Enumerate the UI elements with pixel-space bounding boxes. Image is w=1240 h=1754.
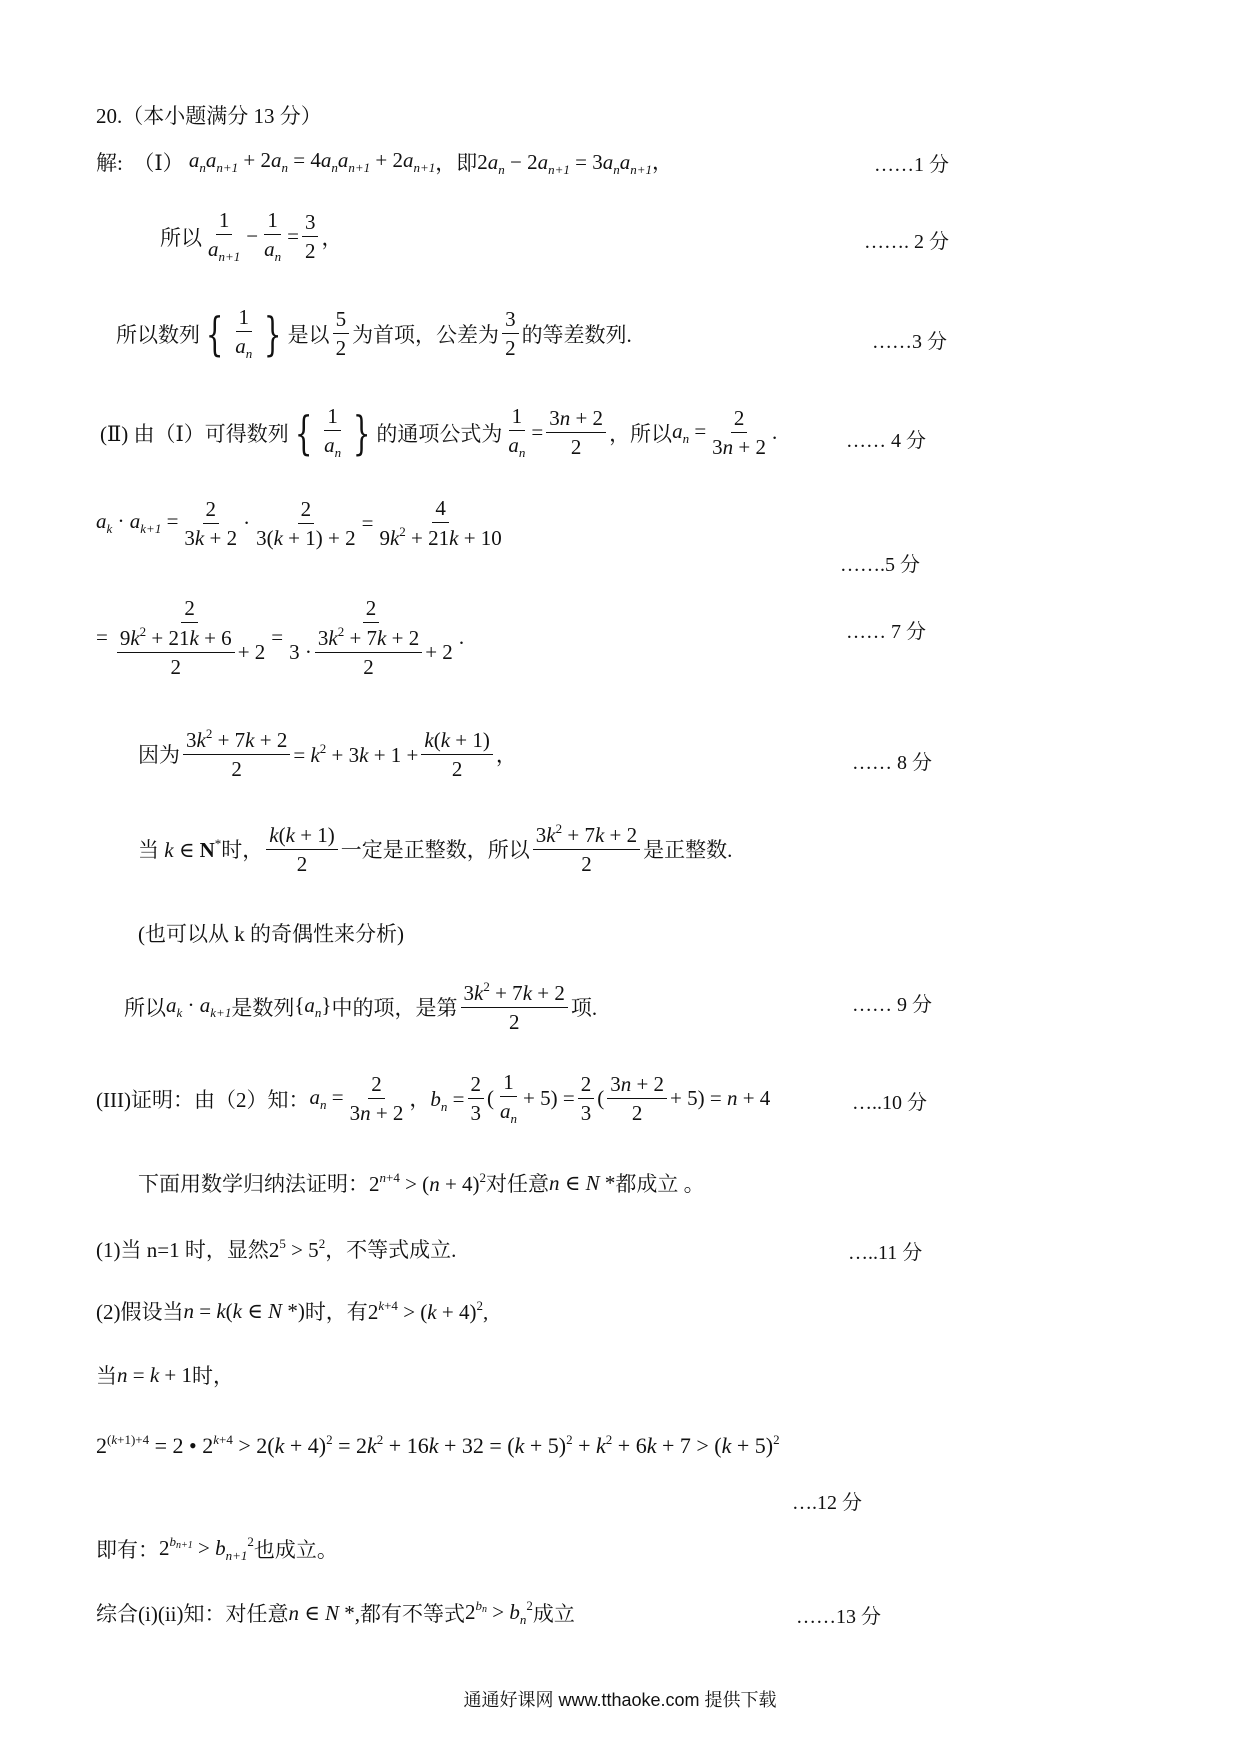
score-13: ……13 分 (796, 1606, 881, 1628)
parity-note: (也可以从 k 的奇偶性来分析) (138, 922, 404, 946)
eq-recurrence: $a_na_{n+1} + 2a_n = 4a_na_{n+1} + 2a_{n+1}$ (188, 148, 436, 175)
dang-k-text: 当 (138, 838, 159, 863)
frac-4-quad: $\frac{4}{9k^2 + 21k + 10}$ (379, 496, 502, 551)
score-10: …..10 分 (852, 1092, 927, 1114)
jiji-text: ，即 (435, 151, 478, 175)
shi-shulie-text: 是数列 (231, 996, 295, 1021)
part3-line1: (III)证明：由（2）知： $a_n$ = $\frac{2}{3n + 2}$ ，$b_n$ = $\frac{2}{3}$ ( $\frac{1}{a_n}$ + 5) = $\frac{2}{3}$ ( $\frac{3n + 2}{2}$ + 5) = n + 4 (96, 1070, 771, 1127)
chengli-text: 成立 (532, 1602, 575, 1626)
tongxiang-text: 的通项公式为 (376, 421, 503, 446)
part2-line5: 当 k ∈ N* 时， $\frac{k(k + 1)}{2}$ 一定是正整数，所以 $\frac{3k^2 + 7k + 2}{2}$ 是正整数. (138, 821, 733, 877)
part3-dang: 当 n = k + 1 时， (96, 1360, 234, 1390)
frac-2-3n2: $\frac{2}{3n + 2}$ (712, 405, 766, 460)
score-5: …….5 分 (840, 554, 920, 576)
dang-text: 当 (96, 1364, 117, 1388)
frac-2-3: $\frac{2}{3}$ (468, 1072, 485, 1125)
suoyi-xiang-text: 所以 (124, 996, 166, 1021)
part1-mark: （Ⅰ） (133, 151, 184, 175)
dengcha-text: 的等差数列. (521, 322, 632, 347)
part2-intro: (Ⅱ) 由（Ⅰ）可得数列 (100, 421, 289, 446)
score-3: ……3 分 (872, 331, 947, 353)
part2-line4: 因为 $\frac{3k^2 + 7k + 2}{2}$ = $k^2 + 3k + 1$ + $\frac{k(k + 1)}{2}$ ， (138, 726, 517, 782)
frac-nested-2: 2 3 · $\frac{3k^2 + 7k + 2}{2}$ + 2 (289, 596, 453, 680)
zhengzhengshu-text: 是正整数. (643, 838, 733, 863)
part1-line1 (96, 146, 673, 178)
score-11: …..11 分 (848, 1242, 923, 1264)
part1-line3 (116, 305, 632, 362)
dou-chengli-text: 都成立 。 (615, 1172, 705, 1196)
frac-3-2: $\frac{3}{2}$ (302, 210, 319, 263)
part3-jiyou: 即有： $2^{b_{n+1}} > b_{n+1}^2$ 也成立。 (96, 1534, 338, 1563)
frac-1-an-b: $\frac{1}{a_n}$ (500, 1070, 517, 1127)
frac-2-3-b: $\frac{2}{3}$ (578, 1072, 595, 1125)
part2-line2: $a_k \cdot a_{k+1}$ = $\frac{2}{3k + 2}$ · $\frac{2}{3(k + 1) + 2}$ = $\frac{4}{9k^2 + 21k + 10}$ (96, 496, 508, 550)
sequence-recip-an: { $\frac{1}{a_n}$ } (205, 305, 282, 362)
yinwei-text: 因为 (138, 743, 180, 768)
frac-3k2-7k-2: $\frac{3k^2 + 7k + 2}{2}$ (183, 727, 290, 781)
frac-1-an: $\frac{1}{a_n}$ (508, 404, 526, 461)
shi-text: 时， (221, 838, 264, 863)
frac-kk1-2: $\frac{k(k + 1)}{2}$ (421, 728, 493, 781)
sequence-recip-an-2: { $\frac{1}{a_n}$ } (294, 404, 371, 461)
shi-text-2: 时， (192, 1364, 235, 1388)
frac-3-2-b: $\frac{3}{2}$ (502, 307, 519, 360)
jiyou-text: 即有： (96, 1538, 159, 1562)
xiang-text: 项. (570, 996, 598, 1021)
part3-intro: (III)证明：由（2）知： (96, 1087, 310, 1112)
step2-mid-text: 时，有 (304, 1300, 368, 1324)
frac-3k2-7k-2-b: $\frac{3k^2 + 7k + 2}{2}$ (533, 822, 640, 876)
step1-text: (1)当 n=1 时，显然 (96, 1238, 269, 1262)
part2-line1: (Ⅱ) 由（Ⅰ）可得数列 { $\frac{1}{a_n}$ } 的通项公式为 $\frac{1}{a_n}$ = $\frac{3n + 2}{2}$ ，所以 $a_n$ = $\frac{2}{3n + 2}$ . (100, 404, 778, 461)
jie-label: 解: (96, 151, 123, 175)
frac-3k2-7k-2-c: $\frac{3k^2 + 7k + 2}{2}$ (461, 980, 568, 1034)
score-4: …… 4 分 (846, 430, 926, 452)
shiyi-text: 是以 (287, 322, 330, 347)
suoyi-shulie-text: 所以数列 (116, 322, 200, 347)
part3-step2: (2)假设当 n = k(k ∈ N *) 时，有 $2^{k+4} > (k + 4)^2$, (96, 1297, 489, 1324)
dou-you-text: ,都有不等式 (354, 1602, 466, 1626)
problem-header: 20.（本小题满分 13 分） (96, 104, 322, 128)
frac-nested-1: 2 $\frac{9k^2 + 21k + 6}{2}$ + 2 (111, 596, 268, 679)
part3-step1: (1)当 n=1 时，显然 $2^5 > 5^2$ ，不等式成立. (96, 1235, 457, 1262)
suoyi-text: 所以 (160, 225, 202, 250)
frac-2-3k2: $\frac{2}{3k + 2}$ (184, 496, 238, 550)
part2-line3: = 2 $\frac{9k^2 + 21k + 6}{2}$ + 2 = 2 3 · $\frac{3k^2 + 7k + 2}{2}$ + 2 . (96, 596, 465, 680)
page-footer: 通通好课网 www.tthaoke.com 提供下载 (463, 1690, 777, 1710)
frac-2-3k12: $\frac{2}{3(k + 1) + 2}$ (256, 496, 356, 550)
frac-3n2-2-b: $\frac{3n + 2}{2}$ (607, 1072, 667, 1125)
frac-1-over-an1: $\frac{1}{a_{n+1}}$ (208, 208, 241, 265)
zhong-de-xiang-text: 中的项，是第 (331, 996, 458, 1021)
frac-kk1-2-b: $\frac{k(k + 1)}{2}$ (266, 823, 338, 876)
frac-3n2-2: $\frac{3n + 2}{2}$ (546, 406, 606, 459)
shouxiang-text: 为首项，公差为 (352, 322, 500, 347)
frac-5-2: $\frac{5}{2}$ (333, 307, 350, 360)
score-1: ……1 分 (874, 154, 949, 176)
score-7: …… 7 分 (846, 621, 926, 643)
part3-line2: 下面用数学归纳法证明： $2^{n+4} > (n + 4)^2$ 对任意 n ∈ N * 都成立 。 (138, 1169, 705, 1196)
induction-inequality: $2^{(k+1)+4} = 2$ • $2^{k+4} > 2(k + 4)^2 = 2k^2 + 16k + 32 = (k + 5)^2 + k^2 + 6k + 7 > (k + 5)^2$ (96, 1432, 780, 1458)
zonghe-text: 综合(i)(ii)知：对任意 (96, 1602, 289, 1626)
score-12: ….12 分 (792, 1492, 862, 1514)
guina-text: 下面用数学归纳法证明： (138, 1172, 369, 1196)
score-8: …… 8 分 (852, 752, 932, 774)
part3-zonghe: 综合(i)(ii)知：对任意 n ∈ N * ,都有不等式 $2^{b_n} > b_n^2$ 成立 (96, 1598, 575, 1627)
part2-line6: 所以 $a_k \cdot a_{k+1}$ 是数列 $\{a_n\}$ 中的项，是第 $\frac{3k^2 + 7k + 2}{2}$ 项. (124, 979, 598, 1035)
score-2: ……. 2 分 (864, 231, 949, 253)
dui-renyi-text: 对任意 (486, 1172, 550, 1196)
score-9: …… 9 分 (852, 994, 932, 1016)
frac-2-3n2-b: $\frac{2}{3n + 2}$ (349, 1071, 404, 1126)
step2-text: (2)假设当 (96, 1300, 184, 1324)
suoyi-an-text: ，所以 (609, 421, 673, 446)
ye-chengli-text: 也成立。 (253, 1538, 338, 1562)
yiding-text: 一定是正整数，所以 (340, 838, 530, 863)
eq-recurrence2: $2a_n - 2a_{n+1} = 3a_na_{n+1}$， (477, 150, 674, 177)
step1-end-text: ，不等式成立. (325, 1238, 457, 1262)
part1-line2: 所以 $\frac{1}{a_{n+1}}$ − $\frac{1}{a_n}$ = $\frac{3}{2}$ ， (160, 208, 343, 265)
frac-1-over-an: $\frac{1}{a_n}$ (264, 208, 282, 265)
